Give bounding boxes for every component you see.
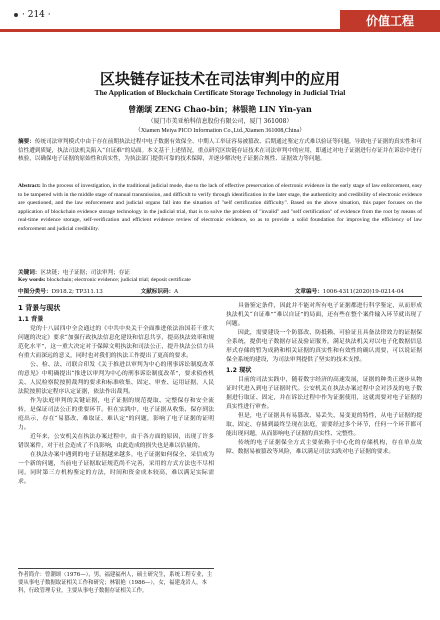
heading-section-1-2: 1.2 现状 [226,367,252,374]
paragraph: 公、检、法、司联合印发《关于推进以审判为中心的刑事诉讼制度改革的意见》中明确提出“推进以审判为中心的刑事诉讼制度改革”，要求侦查机关、人民检察院按照裁判的要求和标准收集、固定、审查、运用证据，人民法院按照法定程序认定证据，依法作出裁判。 [18,362,214,395]
paragraph: 作为法庭审判的关键证据，电子证据的规范提取、完整保存和安全流转，是保证司法公正的重要环节。但在实践中，电子证据从收集、保存到法庭出示，存在“易篡改、难取证、难认定”的问题，影响了电子证据的证明力。 [18,398,214,431]
abstract-cn [18,138,422,164]
paragraph: 具备鉴定条件，因此并不能对所有电子证据都进行科学鉴定，从而形成执法机关“自证难”“难以自证”的局面，还有些在整个案件输入环节就出现了问题。 [226,303,422,327]
authors: 曾潮颂 ZENG Chao-bin；林银艳 LIN Yin-yan [128,104,312,114]
divider [18,296,422,297]
page-header [0,0,440,32]
article-title-cn: 区块链存证技术在司法审判中的应用 [99,70,340,88]
classification-line [18,287,422,295]
affiliation-cn: （厦门市美亚柏科信息股份有限公司，厦门 361008） [147,118,293,125]
paragraph: 近年来，公安机关在执法办案过程中，由于各方面的原因，出现了许多错误案件，对于社会造成了不良影响，由此造成的损失也是难以估量的。 [18,434,214,449]
article-title-en: The Application of Blockchain Certificate Storage Technology in Judicial Trial [94,88,346,97]
keywords-en: Key words: blockchain; electronic evidence; judicial trial; deposit certificate [18,277,191,283]
heading-section-1-1: 1.1 背景 [18,316,44,323]
paragraph: 目前的司法实践中，随着数字经济的高速发展，证据的种类正逐步从物证时代进入到电子证据时代。公安机关在执法办案过程中会对涉及的电子数据进行取证、固定，并在诉讼过程中作为证据使用，这就需要对电子证据的真实性进行审查。 [226,377,422,410]
paragraph: 传统的电子证据保全方式主要依赖于中心化的存储机构，存在单点故障、数据易被篡改等风险，难以满足司法实践对电子证据的要求。 [226,440,422,455]
doc-code: 文献标识码：A [140,289,179,295]
article-number: 文章编号：1006-4311(2020)19-0214-04 [294,289,404,295]
keywords-cn: 关键词：区块链；电子证据；司法审判；存证 [18,270,130,276]
affiliation-en: （Xiamen Meiya PICO Information Co.,Ltd.,Xiamen 361008,China） [134,128,306,134]
body-column-right [226,302,422,457]
author-footnote: 作者简介：曾潮颂（1976—），男，福建福州人，硕士研究生，系统工程专业，主要从事电子数据取证相关工作和研究；林银艳（1986—），女，福建龙岩人，本科，行政管理专业，主要从事电子数据存证相关工作。 [18,568,214,595]
heading-section-1: 1 背景与现状 [18,304,61,312]
paragraph: 但是，电子证据具有易篡改、易丢失、易变更的特性，从电子证据的提取、固定、存储到最终呈现在法庭，需要经过多个环节，任何一个环节都可能出现问题，从而影响电子证据的真实性、完整性。 [226,413,422,437]
abstract-cn-text: 传统司法审判模式中由于存在前期执法过程中电子数据有效保全、中期人工举证容易被篡改、后期通过鉴定方式难以验证等问题，导致电子证据的真实性和可信性遭到质疑，执法司法机关陷入“自证难”的局面。本文基于上述情况，重点研究区块链存证技术在司法审判中的应用，即通过对电子证据进行存证并在诉讼中进行核验，以确保电子证据的原始性和真实性，为执法部门提供可靠的技术保障，并逐步解决电子证据合规性、证据效力等问题。 [18,139,422,163]
abstract-en [18,182,422,234]
clc-code: 中图分类号：D918.2; TP311.13 [18,289,103,295]
paragraph: 在执法办案中遇到的电子证据越来越多，电子证据如何保全、采信成为一个新的问题，当前电子证据取证规范尚不完善，采用的方式方法也不尽相同，同时第三方机构鉴定的方法，时间和资金成本较高，难以满足实际需求。 [18,452,214,485]
page-number: · 214 · [14,10,51,20]
bullet-icon [14,13,18,17]
section-tab: 价值工程 [340,10,440,32]
paragraph: 因此，需要建设一个防篡改、防抵赖、可验证且具备法律效力的证据保全系统，提供电子数据存证及验证服务，满足执法机关对以电子化数据信息形式存储的暂为成熟和相关证据的真实性和有效性的确认需要，可以说证据保全系统的建设，为司法审判提供了坚实的技术支撑。 [226,330,422,363]
abstract-en-label: Abstract: [18,183,41,189]
abstract-en-text: In the process of investigation, in the traditional judicial mode, due to the lack of effective preservation of electronic evidence in the early stage of law enforcement, easy to be tampered with in the middle stage of manual transmission, and difficult to verify through identification in the later stage, the authenticity and credibility of electronic evidence are questioned, and the law enforcement and judicial organs fall into the situation of "self certification difficulty". Based on the above situation, this paper focuses on the application of blockchain evidence storage technology in the judicial trial, that is to solve the problem of "invalid" and "self certification" of evidence from the root by means of real-time evidence storage, self-verification and efficient evidence review of electronic evidence, so as to provide a solid foundation for improving the efficiency of law enforcement and judicial credibility. [18,183,422,232]
body-column-left [18,302,214,487]
paragraph: 党的十八届四中全会通过的《中共中央关于全面推进依法治国若干重大问题的决定》要求“加强行政执法信息化建设和信息共享，提高执法效率和规范化水平”，这一重大决定对于保障文明执法和司法公正，提升执法公信力具有重大而深远的意义，同时也对我们的执法工作提出了更高的要求。 [18,326,214,359]
abstract-cn-label: 摘要： [18,139,35,145]
